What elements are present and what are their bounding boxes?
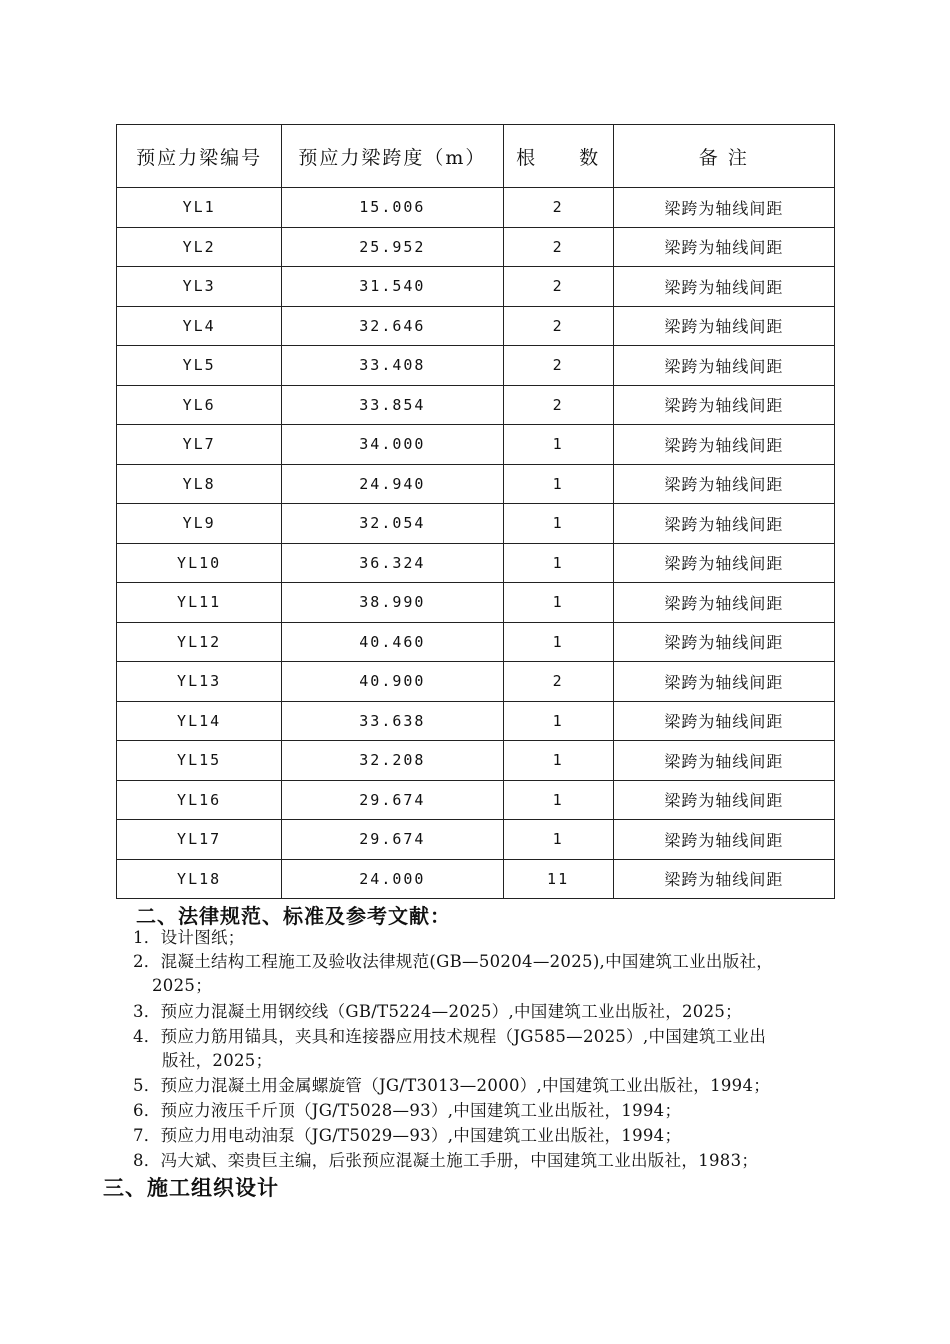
cell-count: 2 (503, 306, 613, 346)
table-row (117, 504, 835, 544)
reference-4-continuation: 版社，2025； (162, 1051, 273, 1070)
table-row (117, 543, 835, 583)
cell-remark: 梁跨为轴线间距 (613, 346, 834, 386)
cell-beam-span: 40.460 (282, 622, 503, 662)
table-row (117, 267, 835, 307)
cell-beam-id: YL15 (117, 741, 282, 781)
cell-beam-id: YL11 (117, 583, 282, 623)
cell-beam-id: YL5 (117, 346, 282, 386)
cell-count: 1 (503, 583, 613, 623)
reference-2: 2．混凝土结构工程施工及验收法律规范(GB—50204—2025),中国建筑工业出版社， (133, 952, 774, 971)
cell-beam-span: 31.540 (282, 267, 503, 307)
cell-beam-id: YL13 (117, 662, 282, 702)
cell-count: 1 (503, 780, 613, 820)
cell-beam-span: 33.408 (282, 346, 503, 386)
header-beam-span: 预应力梁跨度（m） (282, 125, 503, 188)
cell-beam-id: YL7 (117, 425, 282, 465)
table-row (117, 622, 835, 662)
table-row (117, 188, 835, 228)
table-row (117, 346, 835, 386)
cell-beam-id: YL18 (117, 859, 282, 899)
cell-beam-span: 15.006 (282, 188, 503, 228)
table-body (117, 188, 835, 899)
cell-count: 1 (503, 504, 613, 544)
cell-remark: 梁跨为轴线间距 (613, 780, 834, 820)
header-beam-id: 预应力梁编号 (117, 125, 282, 188)
section-2-heading: 二、法律规范、标准及参考文献： (136, 904, 451, 928)
cell-remark: 梁跨为轴线间距 (613, 701, 834, 741)
table-row (117, 741, 835, 781)
cell-count: 1 (503, 622, 613, 662)
table-header-row (117, 125, 835, 188)
header-count: 根 数 (503, 125, 613, 188)
table-row (117, 662, 835, 702)
cell-beam-span: 40.900 (282, 662, 503, 702)
cell-beam-id: YL6 (117, 385, 282, 425)
cell-remark: 梁跨为轴线间距 (613, 385, 834, 425)
cell-count: 2 (503, 385, 613, 425)
cell-count: 11 (503, 859, 613, 899)
table-row (117, 385, 835, 425)
cell-count: 2 (503, 227, 613, 267)
cell-beam-span: 24.000 (282, 859, 503, 899)
cell-count: 1 (503, 464, 613, 504)
cell-beam-span: 36.324 (282, 543, 503, 583)
cell-beam-span: 24.940 (282, 464, 503, 504)
cell-beam-id: YL3 (117, 267, 282, 307)
table-row (117, 306, 835, 346)
cell-remark: 梁跨为轴线间距 (613, 583, 834, 623)
cell-beam-id: YL1 (117, 188, 282, 228)
cell-beam-span: 32.208 (282, 741, 503, 781)
cell-remark: 梁跨为轴线间距 (613, 267, 834, 307)
cell-beam-span: 38.990 (282, 583, 503, 623)
table-row (117, 227, 835, 267)
cell-remark: 梁跨为轴线间距 (613, 504, 834, 544)
reference-3: 3．预应力混凝土用钢绞线（GB/T5224—2025）,中国建筑工业出版社，2025； (133, 1002, 742, 1021)
cell-remark: 梁跨为轴线间距 (613, 622, 834, 662)
cell-remark: 梁跨为轴线间距 (613, 227, 834, 267)
cell-beam-span: 32.646 (282, 306, 503, 346)
beam-table (116, 124, 835, 899)
cell-beam-span: 25.952 (282, 227, 503, 267)
cell-beam-span: 33.638 (282, 701, 503, 741)
cell-count: 1 (503, 741, 613, 781)
section-3-heading: 三、施工组织设计 (103, 1176, 279, 1200)
reference-2-continuation: 2025； (152, 976, 212, 995)
cell-count: 2 (503, 346, 613, 386)
cell-beam-span: 33.854 (282, 385, 503, 425)
cell-beam-id: YL17 (117, 820, 282, 860)
cell-remark: 梁跨为轴线间距 (613, 464, 834, 504)
cell-remark: 梁跨为轴线间距 (613, 741, 834, 781)
cell-beam-id: YL12 (117, 622, 282, 662)
cell-count: 2 (503, 662, 613, 702)
cell-beam-id: YL9 (117, 504, 282, 544)
reference-1: 1．设计图纸； (133, 928, 245, 947)
cell-remark: 梁跨为轴线间距 (613, 820, 834, 860)
reference-6: 6．预应力液压千斤顶（JG/T5028—93）,中国建筑工业出版社，1994； (133, 1101, 682, 1120)
cell-remark: 梁跨为轴线间距 (613, 188, 834, 228)
cell-beam-id: YL14 (117, 701, 282, 741)
cell-remark: 梁跨为轴线间距 (613, 662, 834, 702)
cell-beam-span: 29.674 (282, 820, 503, 860)
cell-beam-span: 34.000 (282, 425, 503, 465)
cell-remark: 梁跨为轴线间距 (613, 543, 834, 583)
cell-count: 1 (503, 543, 613, 583)
cell-beam-span: 32.054 (282, 504, 503, 544)
cell-count: 1 (503, 820, 613, 860)
cell-beam-id: YL16 (117, 780, 282, 820)
cell-count: 2 (503, 188, 613, 228)
cell-remark: 梁跨为轴线间距 (613, 306, 834, 346)
cell-count: 1 (503, 425, 613, 465)
cell-beam-id: YL10 (117, 543, 282, 583)
table-row (117, 425, 835, 465)
reference-7: 7．预应力用电动油泵（JG/T5029—93）,中国建筑工业出版社，1994； (133, 1126, 682, 1145)
cell-beam-id: YL4 (117, 306, 282, 346)
cell-beam-id: YL2 (117, 227, 282, 267)
table-row (117, 701, 835, 741)
cell-beam-id: YL8 (117, 464, 282, 504)
table-row (117, 583, 835, 623)
reference-5: 5．预应力混凝土用金属螺旋管（JG/T3013—2000）,中国建筑工业出版社，1994； (133, 1076, 771, 1095)
cell-remark: 梁跨为轴线间距 (613, 859, 834, 899)
cell-beam-span: 29.674 (282, 780, 503, 820)
reference-8: 8．冯大斌、栾贵巨主编，后张预应混凝土施工手册，中国建筑工业出版社，1983； (133, 1151, 759, 1170)
cell-count: 1 (503, 701, 613, 741)
table-row (117, 464, 835, 504)
reference-4: 4．预应力筋用锚具，夹具和连接器应用技术规程（JG585—2025）,中国建筑工业出 (133, 1027, 767, 1046)
table-row (117, 780, 835, 820)
header-remark: 备 注 (613, 125, 834, 188)
table-row (117, 820, 835, 860)
table-row (117, 859, 835, 899)
cell-count: 2 (503, 267, 613, 307)
cell-remark: 梁跨为轴线间距 (613, 425, 834, 465)
